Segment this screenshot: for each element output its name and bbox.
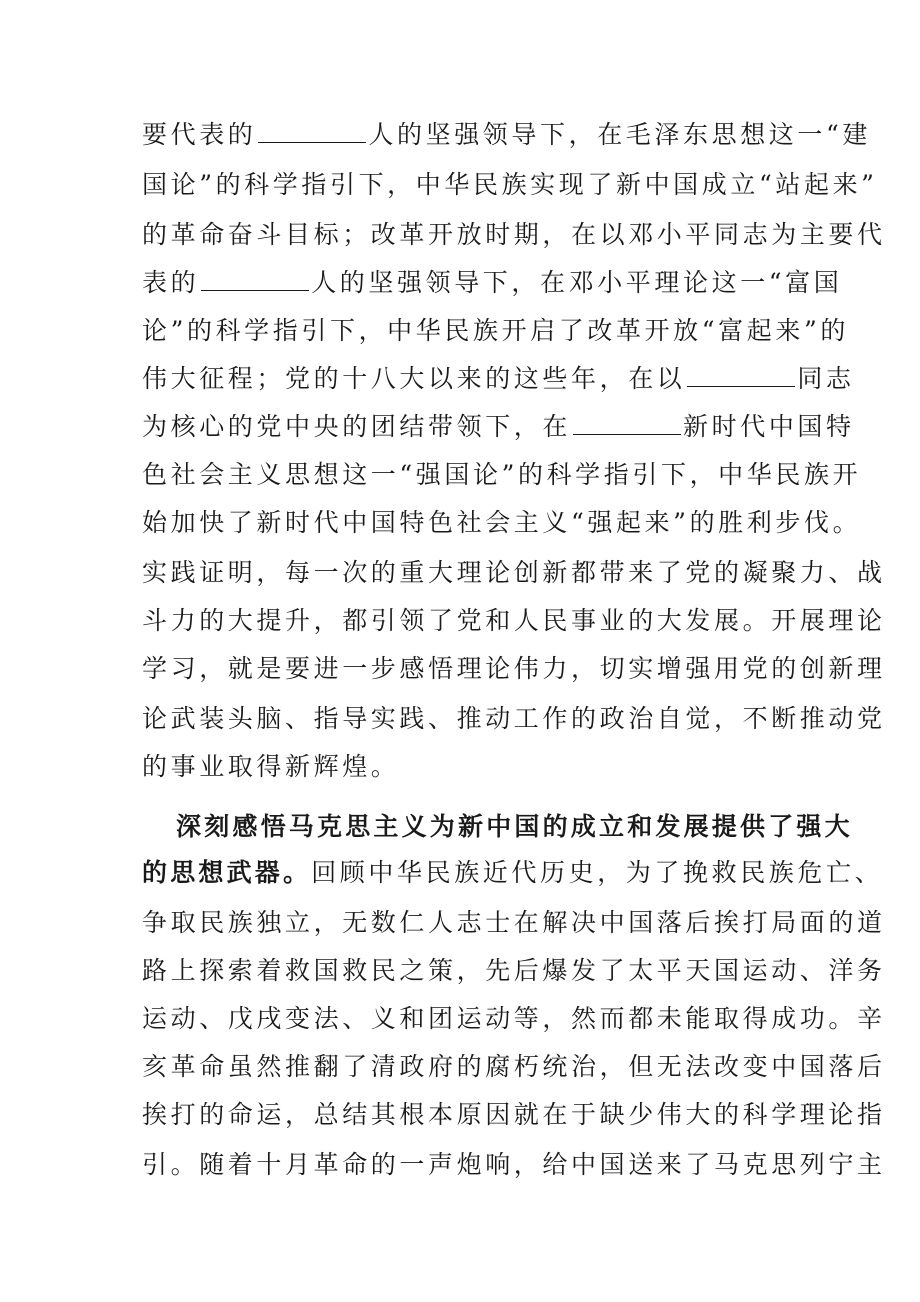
text-line (142, 108, 871, 162)
text-segment: 伟大征程；党的十八大以来的这些年，在以 (142, 364, 686, 393)
text-segment: 表的 (142, 268, 200, 297)
text-line: 的革命奋斗目标；改革开放时期，在以邓小平同志为主要代 (142, 220, 886, 249)
text-line: 争取民族独立，无数仁人志士在解决中国落后挨打局面的道 (142, 908, 886, 937)
fill-in-blank[interactable] (573, 414, 681, 435)
text-line: 路上探索着救国救民之策，先后爆发了太平天国运动、洋务 (142, 956, 886, 985)
text-segment: 人的坚强领导下，在毛泽东思想这一“建 (368, 120, 871, 149)
text-line: 引。随着十月革命的一声炮响，给中国送来了马克思列宁主 (142, 1150, 886, 1179)
text-line: 亥革命虽然推翻了清政府的腐朽统治，但无法改变中国落后 (142, 1052, 886, 1081)
text-line: 实践证明，每一次的重大理论创新都带来了党的凝聚力、战 (142, 558, 886, 587)
section-heading-end: 的思想武器。 (142, 858, 312, 887)
text-line: 斗力的大提升，都引领了党和人民事业的大发展。开展理论 (142, 606, 886, 635)
text-segment: 同志 (797, 364, 855, 393)
section-heading: 深刻感悟马克思主义为新中国的成立和发展提供了强大 (176, 812, 853, 841)
text-line: 国论”的科学指引下，中华民族实现了新中国成立“站起来” (142, 170, 878, 199)
text-line (142, 256, 842, 310)
text-segment: 回顾中华民族近代历史，为了挽救民族危亡、 (311, 858, 884, 887)
fill-in-blank[interactable] (258, 122, 366, 143)
text-line: 论武装头脑、指导实践、推动工作的政治自觉，不断推动党 (142, 704, 886, 733)
text-line: 的事业取得新辉煌。 (142, 752, 400, 781)
text-segment: 人的坚强领导下，在邓小平理论这一“富国 (311, 268, 843, 297)
text-segment: 为核心的党中央的团结带领下，在 (142, 412, 572, 441)
text-line: 论”的科学指引下，中华民族开启了改革开放“富起来”的 (142, 316, 849, 345)
text-line: 学习，就是要进一步感悟理论伟力，切实增强用党的创新理 (142, 654, 886, 683)
text-line: 挨打的命运，总结其根本原因就在于缺少伟大的科学理论指 (142, 1100, 886, 1129)
text-segment: 要代表的 (142, 120, 257, 149)
text-line (142, 400, 855, 454)
text-line (142, 846, 883, 900)
text-segment: 新时代中国特 (683, 412, 855, 441)
text-line: 始加快了新时代中国特色社会主义“强起来”的胜利步伐。 (142, 508, 862, 537)
fill-in-blank[interactable] (687, 366, 795, 387)
text-line: 色社会主义思想这一“强国论”的科学指引下，中华民族开 (142, 460, 862, 489)
text-line: 运动、戊戌变法、义和团运动等，然而都未能取得成功。辛 (142, 1004, 886, 1033)
fill-in-blank[interactable] (201, 270, 309, 291)
text-line (142, 352, 855, 406)
